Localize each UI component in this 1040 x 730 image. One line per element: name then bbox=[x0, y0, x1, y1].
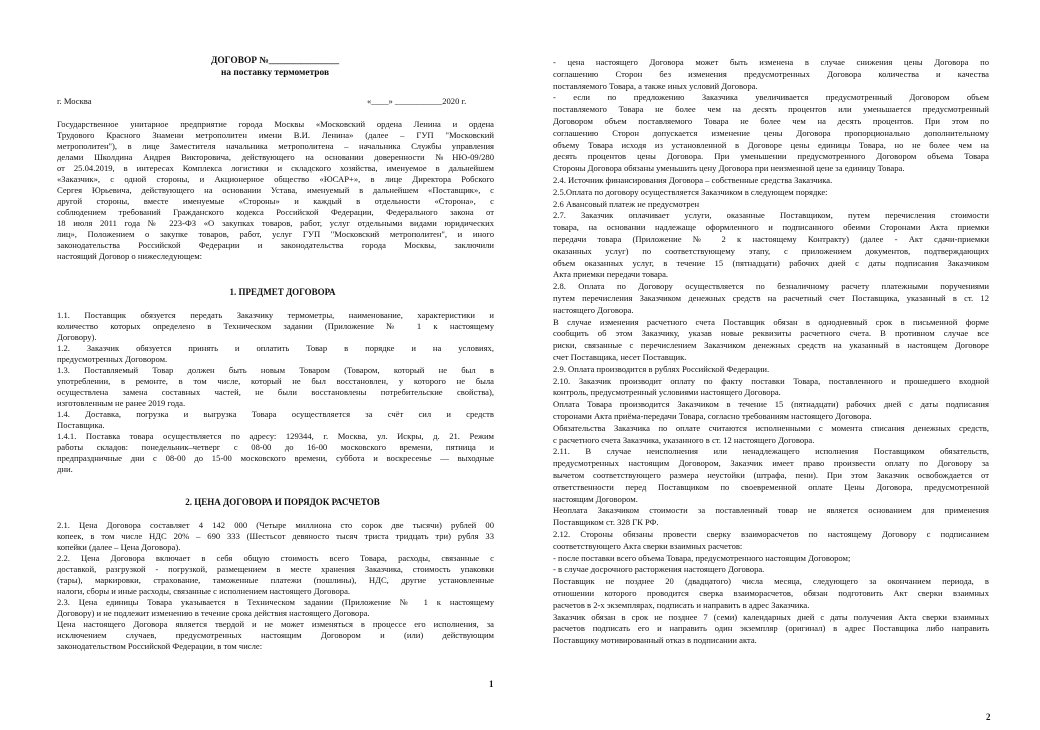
text-line: настоящий Договор о нижеследующем: bbox=[57, 251, 203, 261]
text-line: настоящим Договором. bbox=[553, 493, 638, 504]
text-line: исключением случаев, предусмотренных настоящим Договором и (или) действующим bbox=[57, 630, 494, 640]
text-line: Поставщику мотивированный отказ в подписании акта. bbox=[553, 635, 757, 646]
text-line: 2.10. Заказчик производит оплату по факту поставки Товара, поставленного и прошедшего входной bbox=[553, 375, 989, 386]
text-line: - в случае досрочного расторжения настоящего Договора. bbox=[553, 564, 765, 575]
text-line: соглашению Сторон допускается изменение цены Договора пропорционально дополнительному bbox=[553, 127, 989, 138]
text-line: Заказчик обязан в срок не позднее 7 (семи) календарных дней с даты получения Акта сверки взаимных bbox=[553, 611, 989, 622]
text-line: 1.1. Поставщик обязуется передать Заказчику термометры, наименование, характеристики и bbox=[57, 310, 494, 320]
text-line: с расчетного счета Заказчика, указанного в ст. 12 настоящего Договора. bbox=[553, 434, 815, 445]
text-line: копеек, в том числе НДС 20% – 690 333 (Шестьсот девяносто тысяч триста тридцать три) рубля 33 bbox=[57, 531, 494, 541]
text-line: другой стороны, вместе именуемые «Стороны» и каждый в отдельности «Сторона», с bbox=[57, 196, 494, 206]
text-line: Сергея Юрьевича, действующего на основании Устава, именуемый в дальнейшем «Поставщик», с bbox=[57, 185, 494, 195]
text-line: дни. bbox=[57, 464, 73, 474]
text-line: Оплата Товара производится Заказчиком в течение 15 (пятнадцати) рабочих дней с даты подписания bbox=[553, 399, 989, 410]
text-line: количество которых определено в Техническом задании (Приложение № 1 к настоящему bbox=[57, 321, 494, 331]
text-line: 2.3. Цена единицы Товара указывается в Техническом задании (Приложение № 1 к настоящему bbox=[57, 597, 494, 607]
text-line: Поставщиком ст. 328 ГК РФ. bbox=[553, 517, 659, 528]
text-line: 1.4. Доставка, погрузка и выгрузка Товара осуществляется за счёт сил и средств bbox=[57, 409, 494, 419]
text-line: Цена настоящего Договора является твердой и не может изменяться в процессе его исполнения, за bbox=[57, 619, 494, 629]
text-line: путем перечисления Заказчиком денежных средств на расчетный счет Поставщика, указанный в ст. 12 bbox=[553, 293, 989, 303]
text-line: 2.9. Оплата производится в рублях Российской Федерации. bbox=[553, 363, 770, 374]
text-line: изготовленным не ранее 2019 года. bbox=[57, 398, 186, 408]
text-line: Трудового Красного Знамени метрополитен имени В.И. Ленина» (далее – ГУП "Московский bbox=[57, 130, 494, 140]
text-line: соблюдением требований Гражданского кодекса Российской Федерации, Федерального закона от bbox=[57, 207, 494, 217]
text-line: Поставщика. bbox=[57, 420, 105, 430]
text-line: 2.6 Авансовый платеж не предусмотрен bbox=[553, 198, 700, 209]
text-line: Договором объем поставляемого Товара не более чем на десять процентов. При этом по bbox=[553, 116, 989, 126]
text-line: законодательства Российской Федерации и законодательства города Москвы, заключили bbox=[57, 240, 494, 250]
text-line: контроль, предусмотренный условиями настоящего Договора. bbox=[553, 387, 781, 398]
text-line: расчетов в 2-х экземплярах, подписать и направить в адрес Заказчика. bbox=[553, 599, 810, 610]
text-line: расчетов подписать его и направить один экземпляр (оригинал) в адрес Поставщика либо направить bbox=[553, 623, 989, 634]
text-line: Стороны Договора обязаны уменьшить цену Договора при неизменной цене за единицу Товара. bbox=[553, 163, 905, 174]
text-line: - если по предложению Заказчика увеличивается предусмотренный Договором объем bbox=[553, 92, 989, 103]
text-line: делами Школдина Андрея Викторовича, действующего на основании доверенности №НЮ-09/280 bbox=[57, 152, 494, 162]
text-line: Поставщик не позднее 20 (двадцатого) числа месяца, следующего за окончанием периода, в bbox=[553, 576, 989, 587]
city: г. Москва bbox=[57, 96, 92, 106]
text-line: вычетом соответствующего размера неустойки (штрафа, пени). При этом Заказчик освобождается от bbox=[553, 470, 989, 480]
document-subtitle: на поставку термометров bbox=[220, 68, 330, 78]
text-line: объем оказанных услуг, в течение 15 (пятнадцати) рабочих дней с даты подписания Заказчиком bbox=[553, 257, 989, 268]
text-line: 2.11. В случае неисполнения или ненадлежащего исполнения Поставщиком обязательств, bbox=[553, 446, 989, 457]
text-line: лиц», Положением о закупке товаров, работ, услуг ГУП "Московский метрополитен", и иного bbox=[57, 229, 494, 239]
text-line: 2.4. Источник финансирования Договора – собственные средства Заказчика. bbox=[553, 175, 833, 185]
text-line: работы складов: понедельник–четверг с 08-00 до 16-00 московского времени, пятница и bbox=[57, 442, 494, 452]
text-line: предусмотренных настоящим Договором, Заказчик имеет право произвести оплату по Договору за bbox=[553, 458, 989, 469]
text-line: 1.4.1. Поставка товара осуществляется по адресу: 129344, г. Москва, ул. Искры, д. 21. Режим bbox=[57, 431, 494, 441]
text-line: сообщить об этом Заказчику, указав новые реквизиты расчетного счета. В противном случае все bbox=[553, 328, 989, 339]
text-line: «Заказчик», с одной стороны, и Акционерное общество «ЮСАР+», в лице Директора Робского bbox=[57, 174, 494, 184]
section-2-heading: 2. ЦЕНА ДОГОВОРА И ПОРЯДОК РАСЧЕТОВ bbox=[185, 497, 380, 507]
text-line: соответствующего Акта сверки взаимных расчетов: bbox=[553, 540, 743, 551]
text-line: настоящего Договора. bbox=[553, 304, 634, 315]
text-line: 2.5.Оплата по договору осуществляется Заказчиком в следующем порядке: bbox=[553, 186, 828, 197]
text-line: ответственности перед Поставщиком по своевременной оплате Цены Договора, предусмотренной bbox=[553, 481, 989, 492]
text-line: 2.7. Заказчик оплачивает услуги, оказанные Поставщиком, путем перечисления стоимости bbox=[553, 210, 989, 221]
document-title: ДОГОВОР №_______________ bbox=[210, 56, 340, 66]
text-line: - после поставки всего объема Товара, предусмотренного настоящим Договором; bbox=[553, 552, 851, 563]
text-line: Договору) и не подлежит изменению в течение срока действия настоящего Договора. bbox=[57, 608, 370, 618]
text-line: поставляемого Товара, а также иных условий Договора. bbox=[553, 80, 758, 91]
text-line: оказанных услуг) по соответствующему этапу, с приложением документов, подтверждающих bbox=[553, 245, 989, 256]
text-line: отношении которого проводится сверка взаиморасчетов, обязан подготовить Акт сверки взаимных bbox=[553, 588, 989, 598]
text-line: 2.8. Оплата по Договору осуществляется по безналичному расчету платежными поручениями bbox=[553, 281, 989, 292]
text-line: 2.12. Стороны обязаны провести сверку взаиморасчетов по настоящему Договору с подписанием bbox=[553, 529, 989, 539]
text-line: от 25.04.2019, в интересах Комплекса логистики и складского хозяйства, именуемое в дальнейшем bbox=[57, 163, 494, 173]
text-line: объему Товара исходя из установленной в Договоре цены единицы Товара, но не более чем на bbox=[553, 139, 989, 150]
text-line: сторонами Акта приёма-передачи Товара, согласно требованиям настоящего Договора. bbox=[553, 411, 872, 421]
text-line: В случае изменения расчетного счета Поставщик обязан в однодневный срок в письменной форме bbox=[553, 316, 989, 327]
text-line: счет Поставщика, несет Поставщик. bbox=[553, 352, 687, 362]
text-line: Неоплата Заказчиком стоимости за поставленный товар не является основанием для применения bbox=[553, 505, 989, 516]
text-line: поставляемого Товара не более чем на десять процентов или уменьшается предусмотренный bbox=[553, 104, 989, 115]
text-line: метрополитен"), в лице Заместителя начальника метрополитена – начальника Службы управления bbox=[57, 141, 494, 151]
text-line: десять процентов цены Договора. При уменьшении предусмотренного Договором объема Товара bbox=[553, 151, 989, 162]
text-line: Акта приемки передачи товара. bbox=[553, 269, 669, 280]
text-line: - цена настоящего Договора может быть изменена в случае снижения цены Договора по bbox=[553, 57, 989, 67]
text-line: предпраздничные дни с 08-00 до 15-00 московского времени, суббота и воскресенье — выходные bbox=[57, 453, 494, 463]
text-line: 1.2. Заказчик обязуется принять и оплатить Товар в порядке и на условиях, bbox=[57, 343, 494, 353]
page-number: 1 bbox=[489, 679, 494, 689]
page-2 bbox=[520, 0, 1040, 730]
text-line: 18 июля 2011 года № 223-ФЗ «О закупках товаров, работ, услуг отдельными видами юридических bbox=[57, 218, 494, 228]
text-line: законодательством Российской Федерации, в том числе: bbox=[57, 641, 263, 651]
text-line: налоги, сборы и иные расходы, связанные с исполнением настоящего Договора. bbox=[57, 586, 351, 596]
section-1-heading: 1. ПРЕДМЕТ ДОГОВОРА bbox=[229, 287, 336, 297]
text-line: соглашению Сторон без изменения предусмотренных Договора количества и качества bbox=[553, 68, 989, 79]
text-line: товара, на основании надлежаще оформленного и подписанного обеими Сторонами Акта приемки bbox=[553, 222, 989, 233]
text-line: употреблении, в ремонте, в том числе, который не был восстановлен, у которого не была bbox=[57, 376, 494, 386]
text-line: предусмотренных Договором. bbox=[57, 354, 168, 364]
text-line: копейки (далее – Цена Договора). bbox=[57, 542, 181, 552]
text-line: доставкой, разгрузкой - погрузкой, размещением в месте хранения Заказчика, стоимость упаковки bbox=[57, 564, 494, 574]
text-line: риски, связанные с перечислением Заказчиком денежных средств на указанный в настоящем Договоре bbox=[553, 340, 989, 351]
text-line: 1.3. Поставляемый Товар должен быть новым Товаром (Товаром, который не был в bbox=[57, 365, 494, 375]
text-line: (тары), маркировки, страхование, таможенные платежи (пошлины), НДС, другие установленные bbox=[57, 575, 494, 585]
text-line: Договору). bbox=[57, 332, 97, 342]
contract-date: «____» ___________2020 г. bbox=[367, 96, 467, 106]
text-line: осуществлена замена составных частей, не были восстановлены потребительские свойства), bbox=[57, 387, 494, 397]
text-line: Обязательства Заказчика по оплате считаются исполненными с момента списания денежных средств, bbox=[553, 422, 989, 433]
text-line: 2.1. Цена Договора составляет 4 142 000 (Четыре миллиона сто сорок две тысячи) рублей 00 bbox=[57, 520, 494, 530]
page-number: 2 bbox=[986, 712, 991, 722]
text-line: 2.2. Цена Договора включает в себя общую стоимость всего Товара, расходы, связанные с bbox=[57, 553, 494, 563]
text-line: Государственное унитарное предприятие города Москвы «Московский ордена Ленина и ордена bbox=[57, 119, 494, 129]
text-line: передачи товара (Приложение № 2 к настоящему Контракту) (далее - Акт сдачи-приемки bbox=[553, 234, 989, 244]
